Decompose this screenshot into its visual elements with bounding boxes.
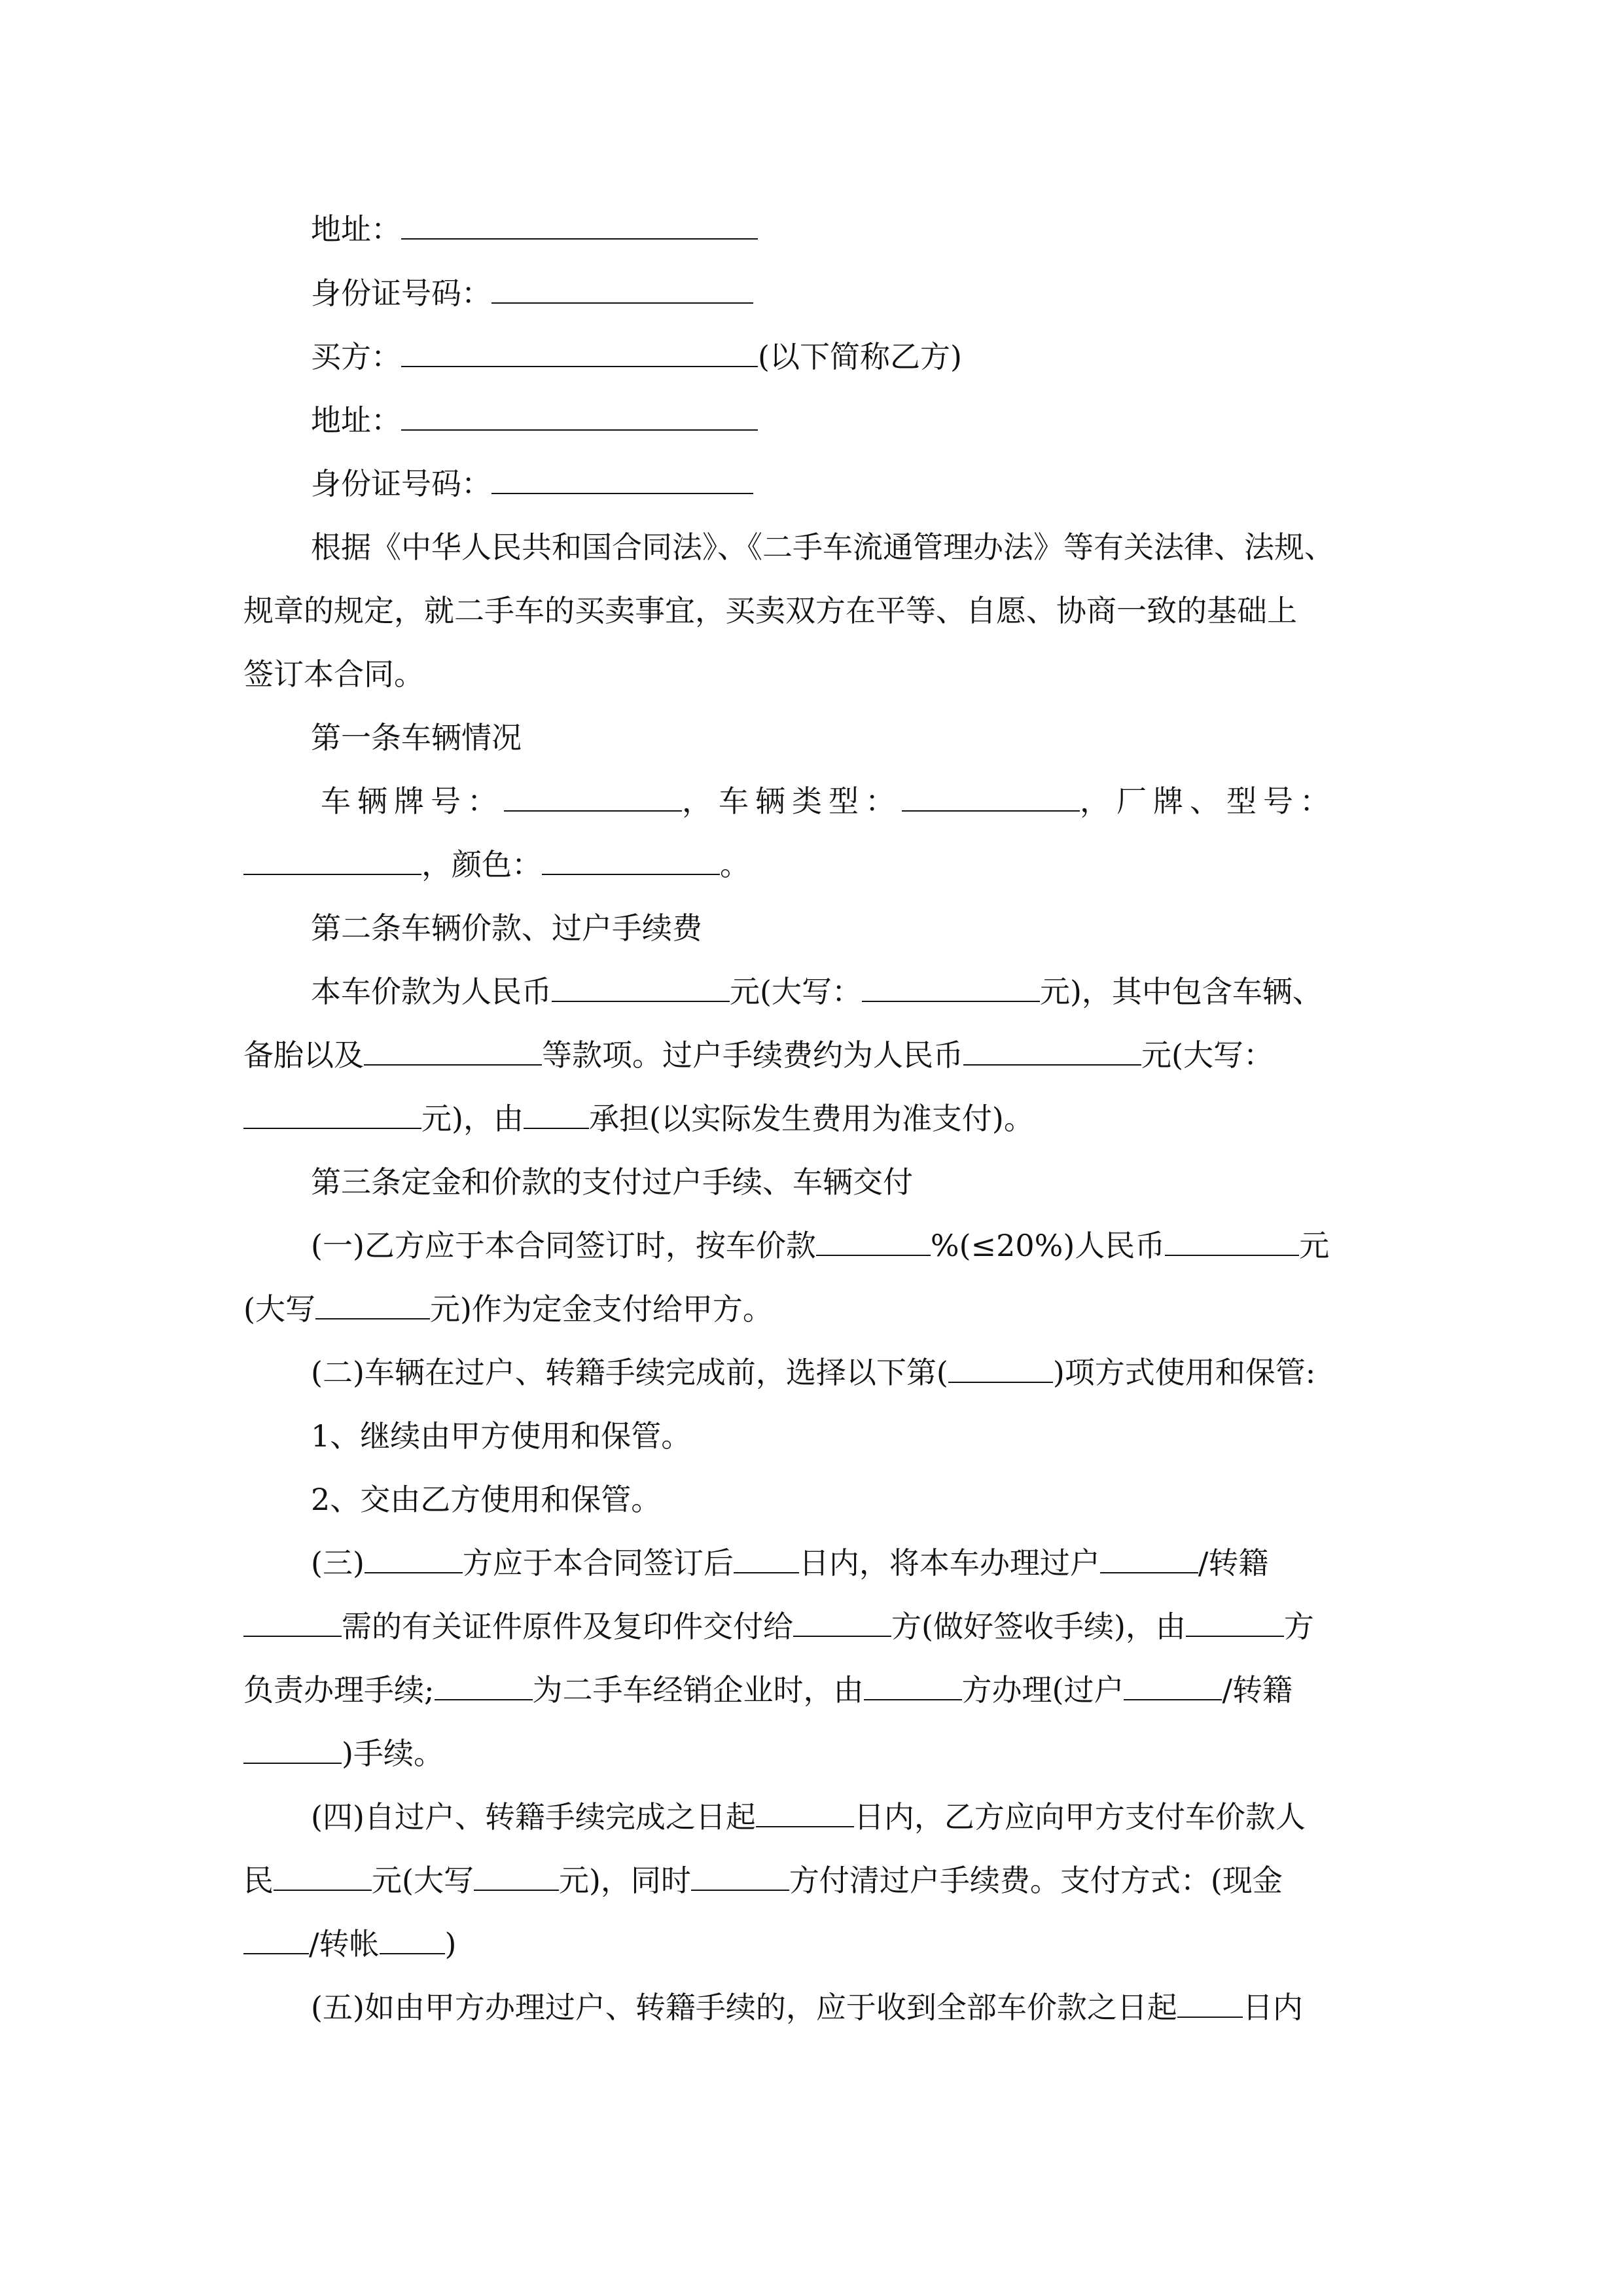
vehicle-type-blank xyxy=(902,780,1080,812)
p3-dealer-blank xyxy=(435,1669,533,1700)
buyer-name-blank xyxy=(401,336,758,367)
price-capital-text: 元(大写： xyxy=(730,974,862,1009)
p4-days-blank xyxy=(756,1796,854,1827)
deposit-text: (一)乙方应于本合同签订时，按车价款 xyxy=(311,1228,816,1263)
buyer-label: 买方： xyxy=(311,339,401,374)
p3-after-sign-text: 方应于本合同签订后 xyxy=(462,1545,734,1581)
p4-start-text: (四)自过户、转籍手续完成之日起 xyxy=(311,1799,756,1835)
article3-p4-line-3 xyxy=(243,1923,456,1965)
p3-register-text: /转籍 xyxy=(1198,1545,1269,1581)
buyer-address-line xyxy=(311,399,758,441)
plate-blank xyxy=(504,780,682,812)
article3-p4-line-2 xyxy=(243,1859,1283,1901)
buyer-address-blank xyxy=(401,399,758,431)
seller-id-blank xyxy=(491,272,753,304)
p4-capital-blank xyxy=(474,1859,559,1891)
transfer-fee-blank xyxy=(963,1034,1141,1066)
p5-text: (五)如由甲方办理过户、转籍手续的，应于收到全部车价款之日起 xyxy=(311,1990,1177,2025)
p5-days-text: 日内 xyxy=(1242,1990,1303,2025)
article1-line-2 xyxy=(243,844,750,886)
sep-1: ， xyxy=(682,783,719,819)
article2-line-2 xyxy=(243,1034,1274,1076)
buyer-id-label: 身份证号码： xyxy=(311,466,491,501)
article3-p3-line-1 xyxy=(311,1542,1268,1584)
option-2: 2、交由乙方使用和保管。 xyxy=(311,1482,662,1517)
option-number-blank xyxy=(948,1352,1053,1383)
p3-dealer-party-blank xyxy=(864,1669,962,1700)
article1-title: 第一条车辆情况 xyxy=(311,720,522,755)
p4-capital-text: 元(大写 xyxy=(372,1863,474,1898)
transfer-fee-capital-text: 元(大写： xyxy=(1141,1037,1274,1073)
p4-payment-method-text: 方付清过户手续费。支付方式：(现金 xyxy=(789,1863,1283,1898)
yuan-text: 元 xyxy=(1299,1228,1330,1263)
deposit-paid-text: 元)作为定金支付给甲方。 xyxy=(429,1291,773,1327)
article3-p2 xyxy=(311,1352,1315,1393)
price-blank xyxy=(552,971,730,1002)
p4-same-time-text: 元)，同时 xyxy=(558,1863,691,1898)
transfer-fee-text: 等款项。过户手续费约为人民币 xyxy=(542,1037,963,1073)
article1-end: 。 xyxy=(720,847,750,882)
includes-text: 元)，其中包含车辆、 xyxy=(1039,974,1323,1009)
seller-address-label: 地址： xyxy=(311,211,401,247)
article2-line-1 xyxy=(311,971,1323,1013)
p3-handler-blank xyxy=(1186,1605,1284,1637)
seller-id-label: 身份证号码： xyxy=(311,276,491,311)
buyer-id-line xyxy=(311,463,753,505)
p3-register-blank xyxy=(243,1605,342,1637)
deposit-capital-blank xyxy=(315,1288,430,1319)
borne-by-blank xyxy=(524,1098,589,1129)
vehicle-type-label: 车辆类型： xyxy=(719,783,902,819)
p4-amount-blank xyxy=(274,1859,372,1891)
brand-label: 厂牌、型号： xyxy=(1116,783,1336,819)
p3-dealer-text: 为二手车经销企业时，由 xyxy=(532,1672,864,1708)
option-method-text: )项方式使用和保管: xyxy=(1052,1355,1316,1390)
sep-2: ， xyxy=(1080,783,1116,819)
p3-handle-register-text: /转籍 xyxy=(1222,1672,1293,1708)
p3-transfer-text: 日内，将本车办理过户 xyxy=(798,1545,1100,1581)
p4-party-blank xyxy=(691,1859,789,1891)
p3-party-text: 方 xyxy=(1283,1609,1314,1644)
seller-address-line xyxy=(311,208,758,250)
preamble-line-2: 规章的规定，就二手车的买卖事宜，买卖双方在平等、自愿、协商一致的基础上 xyxy=(243,593,1297,628)
borne-by-text: 元)，由 xyxy=(421,1101,524,1136)
buyer-line xyxy=(311,336,962,378)
price-capital-blank xyxy=(862,971,1040,1002)
article3-p3-line-4 xyxy=(243,1732,444,1774)
actual-cost-text: 承担(以实际发生费用为准支付)。 xyxy=(588,1101,1034,1136)
article1-line-1 xyxy=(321,780,1336,822)
color-label: ，颜色： xyxy=(421,847,542,882)
p3-responsible-text: 负责办理手续; xyxy=(243,1672,435,1708)
article3-title: 第三条定金和价款的支付过户手续、车辆交付 xyxy=(311,1164,913,1200)
preamble-line-1: 根据《中华人民共和国合同法》、《二手车流通管理办法》等有关法律、法规、 xyxy=(311,529,1334,565)
seller-address-blank xyxy=(401,208,758,240)
brand-blank xyxy=(243,844,421,875)
article3-p4-line-1 xyxy=(311,1796,1306,1838)
items-blank xyxy=(364,1034,542,1066)
p3-documents-text: 需的有关证件原件及复印件交付给 xyxy=(342,1609,793,1644)
p3-signoff-text: 方(做好签收手续)，由 xyxy=(891,1609,1186,1644)
p4-rmb-text: 民 xyxy=(243,1863,274,1898)
preamble-line-3: 签订本合同。 xyxy=(243,656,424,692)
article3-p3-line-2 xyxy=(243,1605,1314,1647)
color-blank xyxy=(542,844,720,875)
article3-p5-line-1 xyxy=(311,1986,1303,2028)
p4-cash-blank xyxy=(243,1923,309,1954)
spare-tire-text: 备胎以及 xyxy=(243,1037,364,1073)
buyer-suffix: (以下简称乙方) xyxy=(758,339,962,374)
p3-handle-transfer-blank xyxy=(1124,1669,1222,1700)
article2-title: 第二条车辆价款、过户手续费 xyxy=(311,910,702,946)
p3-days-blank xyxy=(734,1542,799,1573)
deposit-amount-blank xyxy=(1165,1225,1299,1256)
option-select-text: (二)车辆在过户、转籍手续完成前，选择以下第( xyxy=(311,1355,948,1390)
article3-p3-line-3 xyxy=(243,1669,1293,1711)
buyer-address-label: 地址： xyxy=(311,403,401,438)
buyer-id-blank xyxy=(491,463,753,494)
plate-label: 车辆牌号： xyxy=(321,783,504,819)
p4-pay-text: 日内，乙方应向甲方支付车价款人 xyxy=(853,1799,1306,1835)
p5-days-blank xyxy=(1177,1986,1243,2018)
p4-transfer-text: /转帐 xyxy=(309,1926,380,1962)
p3-recipient-blank xyxy=(793,1605,891,1637)
deposit-limit-text: %(≤20%)人民币 xyxy=(930,1228,1166,1263)
article3-p1-line-1 xyxy=(311,1225,1329,1266)
seller-id-line xyxy=(311,272,753,314)
p3-end-text: )手续。 xyxy=(342,1736,444,1771)
p3-prefix: (三) xyxy=(311,1545,365,1581)
option-1: 1、继续由甲方使用和保管。 xyxy=(311,1418,692,1454)
p4-transfer-blank xyxy=(380,1923,445,1954)
capital-text: (大写 xyxy=(243,1291,315,1327)
p4-end-text: ) xyxy=(444,1926,457,1962)
p3-transfer-blank xyxy=(1100,1542,1198,1573)
price-text: 本车价款为人民币 xyxy=(311,974,552,1009)
deposit-percent-blank xyxy=(816,1225,931,1256)
article3-p1-line-2 xyxy=(243,1288,773,1330)
p3-handle-register-blank xyxy=(243,1732,342,1764)
p3-party-blank xyxy=(365,1542,463,1573)
article2-line-3 xyxy=(243,1098,1034,1139)
transfer-fee-capital-blank xyxy=(243,1098,421,1129)
p3-handle-text: 方办理(过户 xyxy=(961,1672,1124,1708)
